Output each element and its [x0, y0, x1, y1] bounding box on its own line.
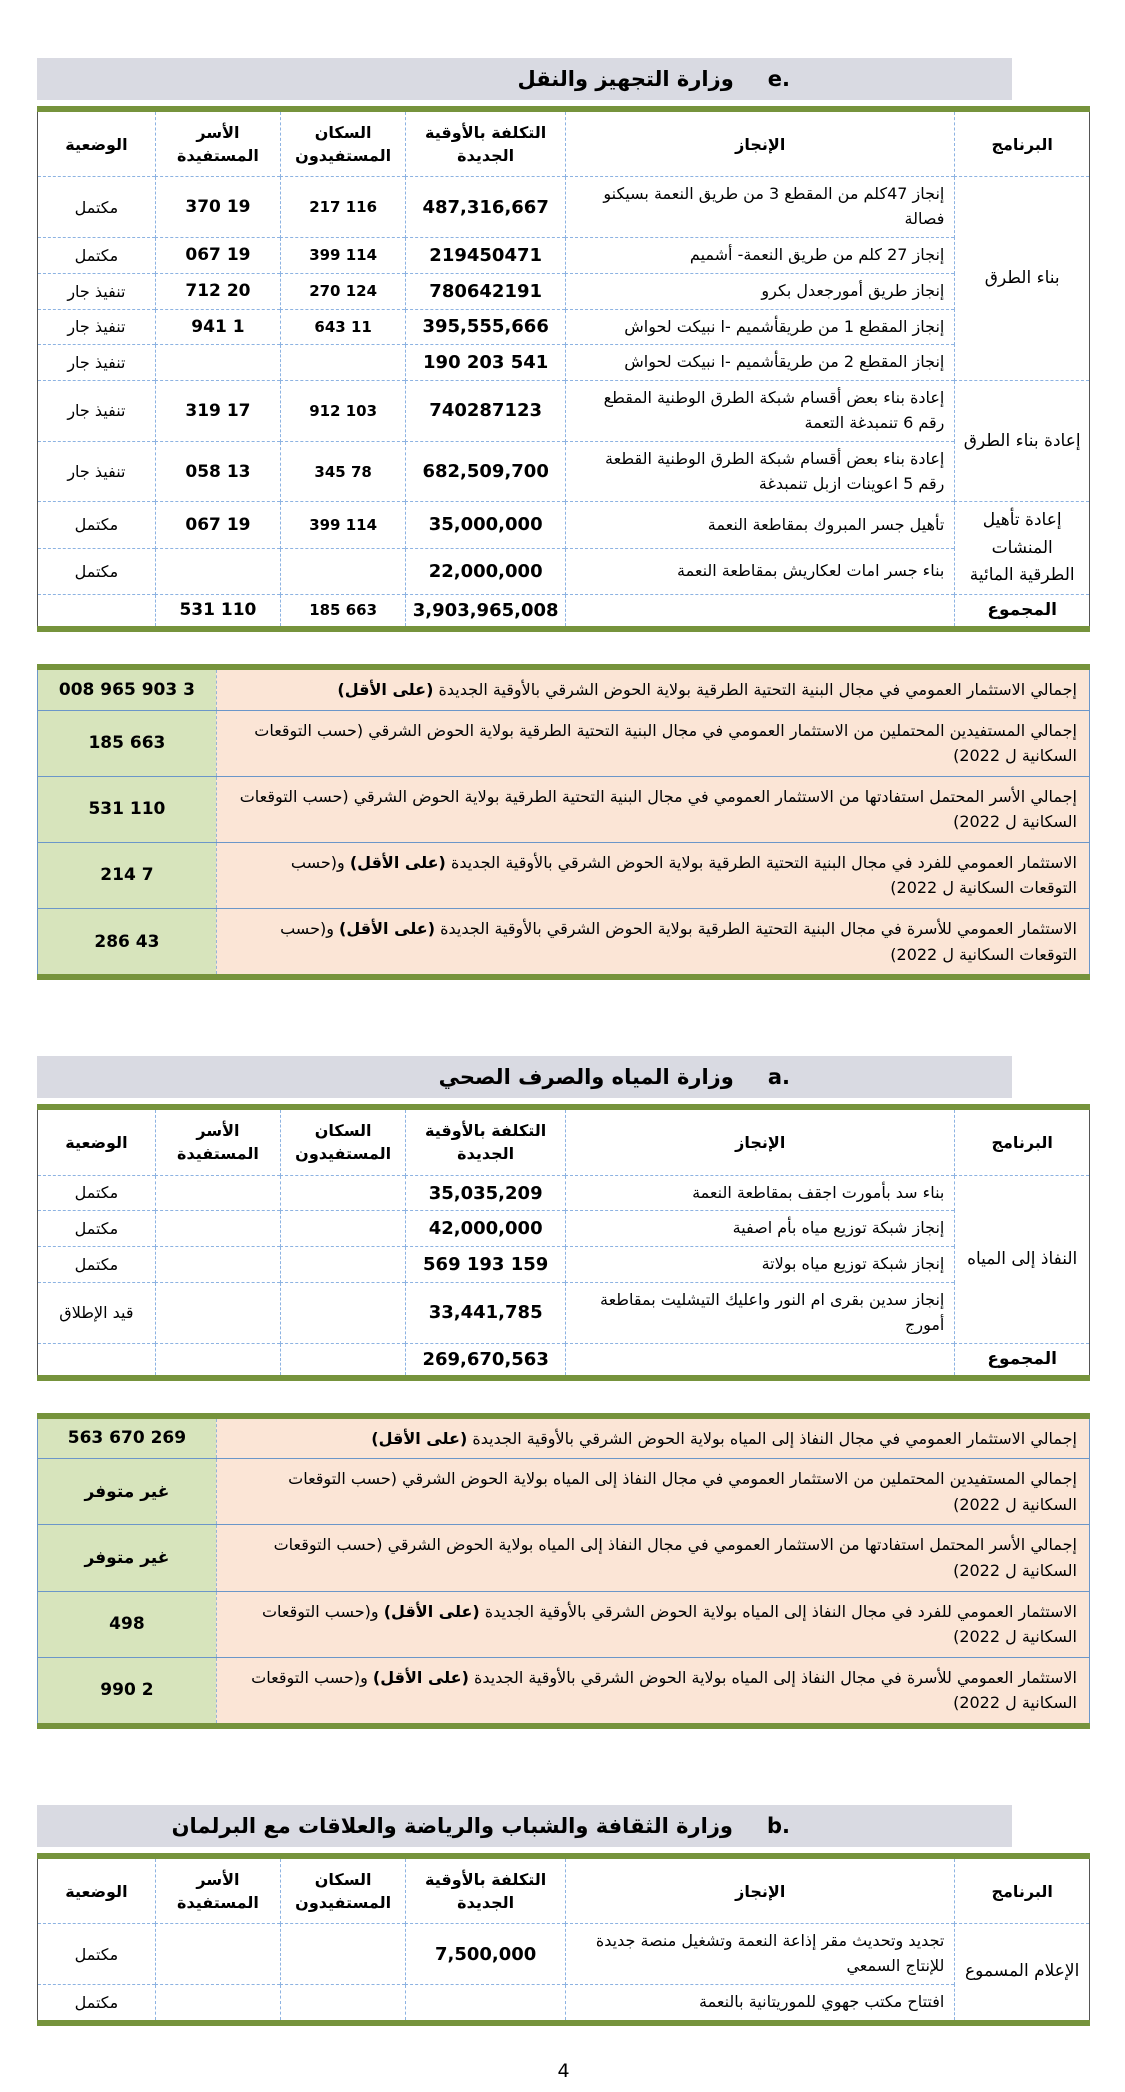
table-row	[38, 177, 1090, 238]
table-row	[38, 1211, 1090, 1247]
summary-row	[38, 776, 1090, 842]
achievement-cell: بناء سد بأمورت اجقف بمقاطعة النعمة	[566, 1175, 955, 1211]
investment-summary-table	[37, 664, 1090, 980]
status-cell: تنفيذ جار	[38, 345, 156, 381]
achievement-cell	[566, 1343, 955, 1378]
cost-cell: 22,000,000	[406, 548, 566, 594]
summary-row	[38, 710, 1090, 776]
population-cell	[281, 1984, 406, 2022]
status-cell	[38, 594, 156, 629]
column-header-cost: التكلفة بالأوقية الجديدة	[406, 1856, 566, 1924]
families-cell: 13 058	[155, 441, 280, 502]
table-row	[38, 1283, 1090, 1344]
table-row	[38, 381, 1090, 442]
summary-label-cell: الاستثمار العمومي للفرد في مجال البنية التحتية الطرقية بولاية الحوض الشرقي بالأوقية الجديدة (على الأقل) و(حسب التوقعات السكانية ل 2022)	[216, 842, 1089, 908]
summary-value-cell: 3 903 965 008	[38, 667, 217, 710]
families-cell: 19 067	[155, 502, 280, 548]
families-cell: 110 531	[155, 594, 280, 629]
column-header-cost: التكلفة بالأوقية الجديدة	[406, 1107, 566, 1175]
achievement-cell: إعادة بناء بعض أقسام شبكة الطرق الوطنية المقطع رقم 6 تنمبدغة التعمة	[566, 381, 955, 442]
summary-label-cell: إجمالي المستفيدين المحتملين من الاستثمار العمومي في مجال النفاذ إلى المياه بولاية الحوض الشرقي (حسب التوقعات السكانية ل 2022)	[216, 1459, 1089, 1525]
population-cell	[281, 1211, 406, 1247]
ministry-table	[37, 1853, 1090, 2026]
population-cell	[281, 1283, 406, 1344]
families-cell	[155, 1175, 280, 1211]
summary-row	[38, 1657, 1090, 1726]
table-row	[38, 273, 1090, 309]
column-header-status: الوضعية	[38, 109, 156, 177]
status-cell: مكتمل	[38, 1984, 156, 2022]
summary-value-cell: 110 531	[38, 776, 217, 842]
families-cell: 19 067	[155, 237, 280, 273]
column-header-status: الوضعية	[38, 1856, 156, 1924]
cost-cell: 219450471	[406, 237, 566, 273]
cost-cell: 159 193 569	[406, 1247, 566, 1283]
cost-cell: 7,500,000	[406, 1924, 566, 1985]
column-header-population: السكان المستفيدون	[281, 109, 406, 177]
families-cell	[155, 1247, 280, 1283]
status-cell	[38, 1343, 156, 1378]
population-cell: 663 185	[281, 594, 406, 629]
cost-cell: 740287123	[406, 381, 566, 442]
cost-cell: 35,035,209	[406, 1175, 566, 1211]
achievement-cell: إنجاز شبكة توزيع مياه بأم اصفية	[566, 1211, 955, 1247]
status-cell: تنفيذ جار	[38, 441, 156, 502]
status-cell: قيد الإطلاق	[38, 1283, 156, 1344]
status-cell: مكتمل	[38, 502, 156, 548]
families-cell: 1 941	[155, 309, 280, 345]
cost-cell	[406, 1984, 566, 2022]
population-cell	[281, 1175, 406, 1211]
achievement-cell: إنجاز 47كلم من المقطع 3 من طريق النعمة بسيكنو فصالة	[566, 177, 955, 238]
families-cell: 19 370	[155, 177, 280, 238]
summary-row	[38, 1525, 1090, 1591]
section-letter: e.	[767, 67, 790, 91]
population-cell: 116 217	[281, 177, 406, 238]
program-cell: إعادة تأهيل المنشات الطرقية المائية	[955, 502, 1090, 595]
achievement-cell: إنجاز سدين بقرى ام النور واعليك التيشليت بمقاطعة أمورج	[566, 1283, 955, 1344]
table-row	[38, 502, 1090, 548]
families-cell	[155, 1984, 280, 2022]
ministry-title: وزارة الثقافة والشباب والرياضة والعلاقات مع البرلمان	[171, 1813, 733, 1838]
ministry-title: وزارة التجهيز والنقل	[517, 67, 734, 91]
achievement-cell: إعادة بناء بعض أقسام شبكة الطرق الوطنية القطعة رقم 5 اعوينات ازبل تنمبدغة	[566, 441, 955, 502]
summary-row	[38, 842, 1090, 908]
summary-label-cell: إجمالي الاستثمار العمومي في مجال النفاذ إلى المياه بولاية الحوض الشرقي بالأوقية الجديدة (على الأقل)	[216, 1416, 1089, 1459]
summary-label-cell: الاستثمار العمومي للأسرة في مجال البنية التحتية الطرقية بولاية الحوض الشرقي بالأوقية الجديدة (على الأقل) و(حسب التوقعات السكانية ل 2022)	[216, 909, 1089, 978]
summary-value-cell: 498	[38, 1591, 217, 1657]
summary-row	[38, 667, 1090, 710]
population-cell	[281, 1924, 406, 1985]
achievement-cell: إنجاز المقطع 1 من طريقأشميم -ا نبيكت لحواش	[566, 309, 955, 345]
cost-cell: 35,000,000	[406, 502, 566, 548]
status-cell: تنفيذ جار	[38, 309, 156, 345]
page-number: 4	[557, 2059, 570, 2082]
ministry-title: وزارة المياه والصرف الصحي	[438, 1065, 734, 1090]
summary-value-cell: 663 185	[38, 710, 217, 776]
summary-label-cell: الاستثمار العمومي للأسرة في مجال النفاذ إلى المياه بولاية الحوض الشرقي بالأوقية الجديدة (على الأقل) و(حسب التوقعات السكانية ل 2022)	[216, 1657, 1089, 1726]
column-header-cost: التكلفة بالأوقية الجديدة	[406, 109, 566, 177]
cost-cell: 780642191	[406, 273, 566, 309]
summary-value-cell: غير متوفر	[38, 1459, 217, 1525]
cost-cell: 42,000,000	[406, 1211, 566, 1247]
total-row	[38, 1343, 1090, 1378]
cost-cell: 269,670,563	[406, 1343, 566, 1378]
status-cell: مكتمل	[38, 1211, 156, 1247]
families-cell	[155, 1283, 280, 1344]
summary-label-cell: إجمالي الاستثمار العمومي في مجال البنية التحتية الطرقية بولاية الحوض الشرقي بالأوقية الجديدة (على الأقل)	[216, 667, 1089, 710]
population-cell: 124 270	[281, 273, 406, 309]
families-cell: 17 319	[155, 381, 280, 442]
achievement-cell	[566, 594, 955, 629]
column-header-achievement: الإنجاز	[566, 109, 955, 177]
total-label-cell: المجموع	[955, 1343, 1090, 1378]
population-cell	[281, 345, 406, 381]
cost-cell: 3,903,965,008	[406, 594, 566, 629]
achievement-cell: إنجاز طريق أمورجعدل بكرو	[566, 273, 955, 309]
cost-cell: 395,555,666	[406, 309, 566, 345]
table-header-row	[38, 1107, 1090, 1175]
ministry-section-header	[37, 58, 1012, 100]
table-row	[38, 1247, 1090, 1283]
achievement-cell: بناء جسر امات لعكاريش بمقاطعة النعمة	[566, 548, 955, 594]
achievement-cell: إنجاز شبكة توزيع مياه بولاتة	[566, 1247, 955, 1283]
column-header-population: السكان المستفيدون	[281, 1107, 406, 1175]
column-header-population: السكان المستفيدون	[281, 1856, 406, 1924]
population-cell	[281, 1247, 406, 1283]
ministry-table	[37, 1104, 1090, 1380]
section-letter: b.	[766, 1813, 790, 1838]
column-header-achievement: الإنجاز	[566, 1107, 955, 1175]
population-cell	[281, 548, 406, 594]
table-row	[38, 1175, 1090, 1211]
summary-label-cell: إجمالي الأسر المحتمل استفادتها من الاستثمار العمومي في مجال النفاذ إلى المياه بولاية الحوض الشرقي (حسب التوقعات السكانية ل 2022)	[216, 1525, 1089, 1591]
column-header-program: البرنامج	[955, 1856, 1090, 1924]
summary-label-cell: إجمالي المستفيدين المحتملين من الاستثمار العمومي في مجال البنية التحتية الطرقية بولاية الحوض الشرقي (حسب التوقعات السكانية ل 2022)	[216, 710, 1089, 776]
table-row	[38, 309, 1090, 345]
population-cell: 114 399	[281, 502, 406, 548]
families-cell	[155, 548, 280, 594]
status-cell: مكتمل	[38, 1175, 156, 1211]
summary-label-cell: إجمالي الأسر المحتمل استفادتها من الاستثمار العمومي في مجال البنية التحتية الطرقية بولاية الحوض الشرقي (حسب التوقعات السكانية ل 2022)	[216, 776, 1089, 842]
total-row	[38, 594, 1090, 629]
summary-row	[38, 1591, 1090, 1657]
summary-value-cell: 269 670 563	[38, 1416, 217, 1459]
summary-value-cell: 7 214	[38, 842, 217, 908]
ministry-section-header	[37, 1056, 1012, 1098]
achievement-cell: إنجاز 27 كلم من طريق النعمة- أشميم	[566, 237, 955, 273]
table-row	[38, 548, 1090, 594]
summary-row	[38, 1459, 1090, 1525]
summary-value-cell: غير متوفر	[38, 1525, 217, 1591]
summary-value-cell: 43 286	[38, 909, 217, 978]
table-row	[38, 345, 1090, 381]
column-header-program: البرنامج	[955, 1107, 1090, 1175]
population-cell: 11 643	[281, 309, 406, 345]
table-header-row	[38, 109, 1090, 177]
population-cell: 78 345	[281, 441, 406, 502]
cost-cell: 33,441,785	[406, 1283, 566, 1344]
population-cell: 103 912	[281, 381, 406, 442]
program-cell: إعادة بناء الطرق	[955, 381, 1090, 502]
status-cell: مكتمل	[38, 237, 156, 273]
families-cell	[155, 1343, 280, 1378]
ministry-table	[37, 106, 1090, 632]
total-label-cell: المجموع	[955, 594, 1090, 629]
status-cell: تنفيذ جار	[38, 273, 156, 309]
status-cell: مكتمل	[38, 1247, 156, 1283]
program-cell: النفاذ إلى المياه	[955, 1175, 1090, 1343]
column-header-families: الأسر المستفيدة	[155, 1107, 280, 1175]
cost-cell: 682,509,700	[406, 441, 566, 502]
report-content	[37, 58, 1090, 2026]
families-cell: 20 712	[155, 273, 280, 309]
summary-row	[38, 1416, 1090, 1459]
achievement-cell: إنجاز المقطع 2 من طريقأشميم -ا نبيكت لحواش	[566, 345, 955, 381]
cost-cell: 541 203 190	[406, 345, 566, 381]
table-row	[38, 1924, 1090, 1985]
program-cell: بناء الطرق	[955, 177, 1090, 381]
column-header-status: الوضعية	[38, 1107, 156, 1175]
table-row	[38, 441, 1090, 502]
section-letter: a.	[767, 1065, 790, 1090]
column-header-families: الأسر المستفيدة	[155, 109, 280, 177]
achievement-cell: تجديد وتحديث مقر إذاعة النعمة وتشغيل منصة جديدة للإنتاج السمعي	[566, 1924, 955, 1985]
table-row	[38, 237, 1090, 273]
summary-label-cell: الاستثمار العمومي للفرد في مجال النفاذ إلى المياه بولاية الحوض الشرقي بالأوقية الجديدة (على الأقل) و(حسب التوقعات السكانية ل 2022)	[216, 1591, 1089, 1657]
population-cell	[281, 1343, 406, 1378]
column-header-program: البرنامج	[955, 109, 1090, 177]
status-cell: مكتمل	[38, 177, 156, 238]
status-cell: تنفيذ جار	[38, 381, 156, 442]
achievement-cell: افتتاح مكتب جهوي للموريتانية بالنعمة	[566, 1984, 955, 2022]
investment-summary-table	[37, 1413, 1090, 1729]
status-cell: مكتمل	[38, 548, 156, 594]
column-header-achievement: الإنجاز	[566, 1856, 955, 1924]
column-header-families: الأسر المستفيدة	[155, 1856, 280, 1924]
families-cell	[155, 1924, 280, 1985]
families-cell	[155, 345, 280, 381]
program-cell: الإعلام المسموع	[955, 1924, 1090, 2023]
summary-row	[38, 909, 1090, 978]
status-cell: مكتمل	[38, 1924, 156, 1985]
summary-value-cell: 2 990	[38, 1657, 217, 1726]
ministry-section-header	[37, 1805, 1012, 1847]
table-header-row	[38, 1856, 1090, 1924]
families-cell	[155, 1211, 280, 1247]
population-cell: 114 399	[281, 237, 406, 273]
achievement-cell: تأهيل جسر المبروك بمقاطعة النعمة	[566, 502, 955, 548]
table-row	[38, 1984, 1090, 2022]
cost-cell: 487,316,667	[406, 177, 566, 238]
